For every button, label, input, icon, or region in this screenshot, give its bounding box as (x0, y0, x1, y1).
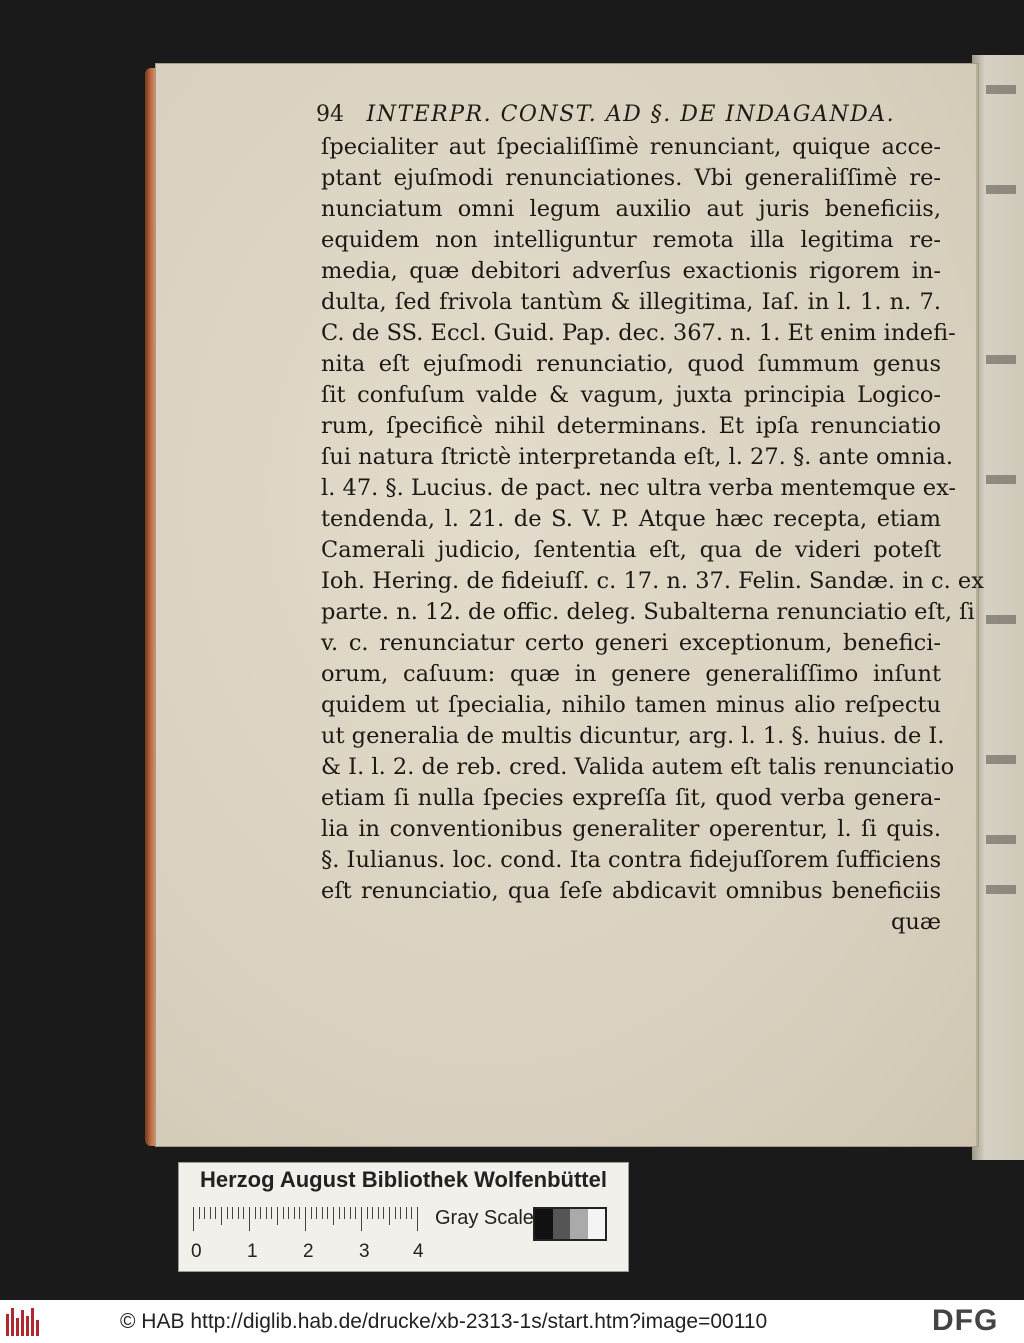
text-line: §. Iulianus. loc. cond. Ita contra fidejuſſorem ſufficiens (321, 847, 942, 873)
color-ruler (178, 1162, 629, 1272)
text-line: eſt renunciatio, qua ſeſe abdicavit omnibus beneficiis (321, 878, 941, 904)
ruler-tick (372, 1207, 373, 1219)
ruler-tick (271, 1207, 272, 1219)
text-line: equidem non intelliguntur remota illa legitima re- (321, 227, 941, 253)
text-line: v. c. renunciatur certo generi exceptionum, benefici- (321, 630, 941, 656)
footer-bar (0, 1300, 1024, 1343)
ruler-number: 4 (413, 1241, 424, 1262)
ruler-tick (288, 1207, 289, 1219)
ruler-tick (378, 1207, 379, 1219)
text-line: media, quæ debitori adverſus exactionis rigorem in- (321, 258, 941, 284)
header-title: INTERPR. CONST. AD §. DE INDAGANDA. (366, 102, 896, 127)
ruler-scale (193, 1207, 421, 1231)
text-line: lia in conventionibus generaliter operentur, l. ſi quis. (321, 816, 941, 842)
text-line: ſpecialiter aut ſpecialiſſimè renunciant, quique acce- (321, 134, 941, 160)
ruler-number: 1 (247, 1241, 258, 1262)
ruler-tick (193, 1207, 194, 1231)
text-line: ſit confuſum valde & vagum, juxta principia Logico- (321, 382, 941, 408)
text-line: l. 47. §. Lucius. de pact. nec ultra verba mentemque ex- (321, 475, 956, 501)
text-line: nita eſt ejuſmodi renunciatio, quod ſummum genus (321, 351, 941, 377)
ruler-tick (406, 1207, 407, 1219)
ruler-tick (255, 1207, 256, 1219)
ruler-tick (395, 1207, 396, 1219)
text-line: ut generalia de multis dicuntur, arg. l. 1. §. huius. de I. (321, 723, 945, 749)
text-line: tendenda, l. 21. de S. V. P. Atque hæc recepta, etiam (321, 506, 941, 532)
book-page (156, 64, 984, 1146)
gray-swatch (553, 1209, 571, 1239)
text-line: ptant ejuſmodi renunciationes. Vbi generaliſſimè re- (321, 165, 941, 191)
ruler-tick (204, 1207, 205, 1219)
ruler-tick (266, 1207, 267, 1219)
gray-scale-label: Gray Scale (435, 1207, 534, 1229)
text-line: C. de SS. Eccl. Guid. Pap. dec. 367. n. 1. Et enim indefi- (321, 320, 956, 346)
ruler-tick (283, 1207, 284, 1219)
ruler-tick (238, 1207, 239, 1219)
ruler-tick (210, 1207, 211, 1219)
ruler-tick (260, 1207, 261, 1219)
ruler-tick (333, 1207, 334, 1225)
gray-scale-swatches (533, 1207, 607, 1241)
ruler-tick (344, 1207, 345, 1219)
ruler-tick (361, 1207, 362, 1231)
ruler-tick (305, 1207, 306, 1231)
text-line: dulta, ſed frivola tantùm & illegitima, Iaſ. in l. 1. n. 7. (321, 289, 941, 315)
gray-swatch (535, 1209, 553, 1239)
text-line: Ioh. Hering. de fideiuſſ. c. 17. n. 37. Felin. Sandæ. in c. ex (321, 568, 984, 594)
hab-logo-icon (6, 1308, 42, 1336)
running-header (316, 102, 956, 132)
ruler-tick (417, 1207, 418, 1231)
ruler-tick (322, 1207, 323, 1219)
ruler-tick (249, 1207, 250, 1231)
page-number: 94 (316, 102, 344, 127)
footer-copyright-url[interactable]: © HAB http://diglib.hab.de/drucke/xb-2313-1s/start.htm?image=00110 (120, 1310, 768, 1333)
gray-swatch (570, 1209, 588, 1239)
text-line: parte. n. 12. de offic. deleg. Subalterna renunciatio eſt, ſi (321, 599, 975, 625)
ruler-tick (311, 1207, 312, 1219)
ruler-tick (316, 1207, 317, 1219)
ruler-tick (389, 1207, 390, 1225)
ruler-number: 0 (191, 1241, 202, 1262)
ruler-tick (411, 1207, 412, 1219)
page-text (321, 132, 984, 938)
text-line: quidem ut ſpecialia, nihilo tamen minus alio reſpectu (321, 692, 941, 718)
text-line: & I. l. 2. de reb. cred. Valida autem eſt talis renunciatio (321, 754, 955, 780)
ruler-tick (221, 1207, 222, 1225)
ruler-tick (232, 1207, 233, 1219)
gray-swatch (588, 1209, 606, 1239)
adjacent-page-edge (972, 55, 1024, 1160)
ruler-number: 3 (359, 1241, 370, 1262)
ruler-title: Herzog August Bibliothek Wolfenbüttel (200, 1167, 607, 1192)
text-line: rum, ſpecificè nihil determinans. Et ipſa renunciatio (321, 413, 941, 439)
catchword: quæ (890, 909, 941, 935)
text-line: nunciatum omni legum auxilio aut juris beneficiis, (321, 196, 941, 222)
ruler-tick (350, 1207, 351, 1219)
ruler-tick (339, 1207, 340, 1219)
ruler-tick (327, 1207, 328, 1219)
ruler-tick (355, 1207, 356, 1219)
ruler-tick (277, 1207, 278, 1225)
text-line: Camerali judicio, ſententia eſt, qua de videri poteſt (321, 537, 941, 563)
dfg-logo: DFG (932, 1304, 999, 1337)
ruler-number: 2 (303, 1241, 314, 1262)
text-line: etiam ſi nulla ſpecies expreſſa ſit, quod verba genera- (321, 785, 941, 811)
ruler-tick (367, 1207, 368, 1219)
text-line: ſui natura ſtrictè interpretanda eſt, l. 27. §. ante omnia. (321, 444, 954, 470)
ruler-tick (383, 1207, 384, 1219)
ruler-tick (215, 1207, 216, 1219)
ruler-tick (243, 1207, 244, 1219)
ruler-tick (299, 1207, 300, 1219)
ruler-tick (400, 1207, 401, 1219)
ruler-tick (227, 1207, 228, 1219)
ruler-tick (199, 1207, 200, 1219)
text-line: orum, caſuum: quæ in genere generaliſſimo inſunt (321, 661, 941, 687)
ruler-tick (294, 1207, 295, 1219)
